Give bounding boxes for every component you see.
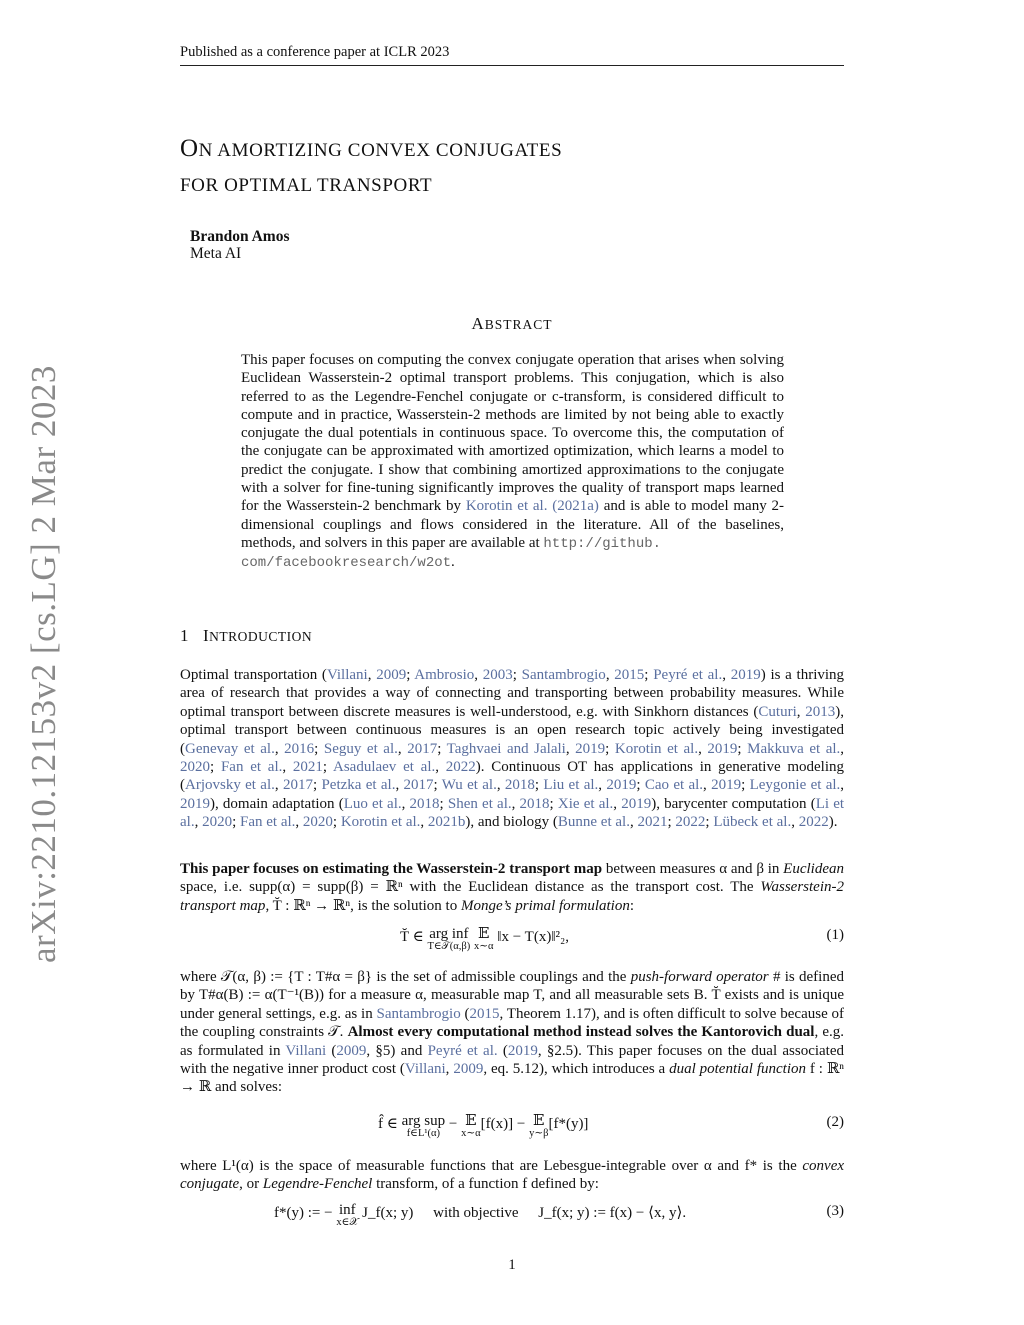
cite-taghvaei-year[interactable]: 2019 <box>575 740 606 757</box>
title-initial: O <box>180 135 199 162</box>
eq1-expectation <box>474 927 494 952</box>
cite-cao[interactable]: Cao et al. <box>644 777 704 794</box>
eq1-arginf <box>428 927 471 952</box>
abstract-heading-rest: BSTRACT <box>484 317 553 332</box>
p3-text-f: ), which introduces a <box>539 1061 666 1078</box>
cite-korotin-2019-year[interactable]: 2019 <box>707 740 738 757</box>
section-number: 1 <box>180 626 189 645</box>
p3-eq512: , eq. 5.12 <box>483 1061 539 1078</box>
eq2-op: arg sup <box>401 1113 446 1129</box>
page-number: 1 <box>508 1257 516 1273</box>
cite-cuturi[interactable]: Cuturi <box>758 703 797 720</box>
cite-peyre-2-year[interactable]: 2019 <box>507 1042 538 1059</box>
cite-korotin-author: Korotin et al. <box>465 498 548 515</box>
cite-fan-2020[interactable]: Fan et al. <box>240 814 296 831</box>
cite-taghvaei[interactable]: Taghvaei and Jalali <box>446 740 566 757</box>
author-name: Brandon Amos <box>190 228 290 245</box>
author-affiliation: Meta AI <box>190 245 242 262</box>
cite-fan-2020-year[interactable]: 2020 <box>302 814 333 831</box>
p1-text-a: is a thriving area of research that provides a way of connecting and transporting between probability measures. While optimal transport between discrete measures is well-understood, e.g. with Sinkhorn distances <box>180 667 845 720</box>
title-line1: N AMORTIZING CONVEX CONJUGATES <box>198 140 563 161</box>
eq3-number: (3) <box>826 1203 844 1219</box>
p1-text-f: ), and biology ( <box>465 814 558 831</box>
cite-bunne[interactable]: Bunne et al. <box>557 814 630 831</box>
p3-sec5: , §5 <box>366 1042 391 1059</box>
eq1-op-sub: T∈𝒯(α,β) <box>427 941 471 952</box>
p2-text-c: , T̆ : ℝⁿ → ℝⁿ, is the solution to <box>265 897 458 914</box>
cite-genevay[interactable]: Genevay et al. <box>185 740 275 757</box>
cite-liu-year[interactable]: 2019 <box>606 777 637 794</box>
eq2-argsup <box>402 1114 445 1139</box>
cite-villani[interactable]: Villani <box>326 667 368 683</box>
cite-ambrosio-year[interactable]: 2003 <box>482 667 513 683</box>
cite-xie-year[interactable]: 2019 <box>621 795 652 812</box>
eq3-op: inf <box>339 1202 356 1218</box>
cite-korotin-2019[interactable]: Korotin et al. <box>614 740 699 757</box>
p2-euclidean: Euclidean <box>783 861 844 877</box>
p2-map-term: Wasserstein-2 transport map <box>180 879 845 914</box>
eq2-exp1-sub: x∼α <box>461 1128 481 1139</box>
cite-villani-2-year[interactable]: 2009 <box>336 1042 367 1059</box>
eq2-op-sub: f∈L¹(α) <box>406 1128 441 1139</box>
eq3-term: J_f(x; y) <box>362 1205 414 1221</box>
cite-li-year[interactable]: 2020 <box>202 814 233 831</box>
eq1-rhs: ‖x − T(x)‖²₂, <box>497 929 570 945</box>
cite-asadulaev[interactable]: Asadulaev et al. <box>333 759 436 776</box>
intro-paragraph-3: where 𝒯(α, β) := {T : T#α = β} is the set of admissible couplings and the push-forward operator # is defined by T#α(B) := α(T⁻¹(B)) for a measure α, measurable map T, and all measurable sets B. T̆ exists and is unique under general settings, e.g. as in Santambrogio (2015, Theorem 1.17), and is often difficult to solve because of the coupling constraints 𝒯. Almost every computational method instead solves the Kantorovich dual, e.g. as formulated in Villani (2009, §5) and Peyré et al. (2019, §2.5). This paper focuses on the dual associated with the negative inner product cost (Villani, 2009, eq. 5.12), which introduces a dual potential function f : ℝⁿ → ℝ and solves: <box>180 969 845 1096</box>
cite-seguy[interactable]: Seguy et al. <box>323 740 398 757</box>
intro-paragraph-2 <box>180 860 844 915</box>
cite-bunne-year[interactable]: 2021 <box>637 814 668 831</box>
eq2-number: (2) <box>826 1114 844 1130</box>
cite-peyre-year[interactable]: 2019 <box>730 667 761 683</box>
cite-santambrogio-year[interactable]: 2015 <box>614 667 645 683</box>
p3-sec25: , §2.5 <box>537 1042 574 1059</box>
github-url-line2: com/facebookresearch/w2ot <box>241 555 452 572</box>
p1-text-e: ), barycenter computation ( <box>651 795 816 812</box>
p1-text-c: Continuous OT has applications in generative modeling <box>491 759 845 776</box>
eq1-exp: 𝔼 <box>478 926 490 942</box>
abstract-body: This paper focuses on computing the convex conjugate operation that arises when solving Euclidean Wasserstein-2 optimal transport problems. This conjugation, which is also referred to as the Legendre-Fenchel conjugate or c-transform, is considered difficult to compute and in practice, Wasserstein-2 methods are limited by not being able to exactly conjugate the dual potentials in continuous space. To overcome this, the computation of the conjugate can be approximated with amortized optimization, which learns a model to predict the conjugate. I show that combining amortized approximations to the conjugate with a solver for fine-tuning significantly improves the quality of transport maps learned for the Wasserstein-2 benchmark by Korotin et al. (2021a) and is able to model many 2-dimensional couplings and flows considered in the literature. All of the baselines, methods, and solvers in this paper are available at http://github. com/facebookresearch/w2ot. <box>241 352 784 572</box>
cite-bunne-2022[interactable]: 2022 <box>675 814 706 831</box>
eq3-mid: with objective <box>433 1205 519 1221</box>
cite-leygonie-year[interactable]: 2019 <box>180 795 210 812</box>
section-title-initial: I <box>203 626 210 645</box>
eq2-exp2 <box>529 1114 548 1139</box>
cite-peyre-2[interactable]: Peyré et al. <box>427 1042 498 1059</box>
p3-pushforward: push-forward operator <box>630 969 769 985</box>
title-line2: FOR OPTIMAL TRANSPORT <box>180 175 433 196</box>
cite-arjovsky[interactable]: Arjovsky et al. <box>185 777 275 794</box>
cite-leygonie[interactable]: Leygonie et al. <box>749 777 841 794</box>
eq3-lhs: f*(y) := − <box>274 1205 333 1221</box>
section-title-rest: NTRODUCTION <box>209 629 313 644</box>
running-header: Published as a conference paper at ICLR 2023 <box>180 44 450 60</box>
abstract-heading <box>0 314 1024 334</box>
cite-villani-3-year[interactable]: 2009 <box>453 1061 484 1078</box>
equation-3 <box>180 1203 844 1239</box>
cite-cuturi-year[interactable]: 2013 <box>805 703 836 720</box>
eq3-op-sub: x∈𝒳 <box>336 1217 359 1228</box>
p1-intro: Optimal transportation <box>180 667 318 683</box>
eq2-term1: [f(x)] − <box>480 1116 526 1132</box>
eq2-minus: − <box>448 1116 458 1132</box>
section-heading-introduction <box>180 626 312 646</box>
abstract-text-2: and is able to model many 2-dimensional couplings and flows considered in the literature. All of the baselines, methods, and solvers in this paper are available at <box>241 498 784 551</box>
eq1-number: (1) <box>826 927 844 943</box>
eq2-exp2-sub: y∼β <box>529 1128 549 1139</box>
p3-dual: dual potential function <box>669 1061 807 1078</box>
github-url-line1: http://github. <box>543 535 662 552</box>
p3-thm: , Theorem 1.17 <box>499 1005 591 1022</box>
eq2-exp2-sym: 𝔼 <box>533 1113 545 1129</box>
eq3-inf <box>336 1203 358 1228</box>
p3-text-a: where 𝒯(α, β) := {T : T#α = β} is the set of admissible couplings and the <box>180 969 627 985</box>
cite-korotin-2021a[interactable]: Korotin et al. (2021a) <box>465 498 599 515</box>
cite-shen-year[interactable]: 2018 <box>519 795 550 812</box>
p2-text-a: between measures α and β in <box>605 861 780 877</box>
cite-villani-2[interactable]: Villani <box>285 1042 327 1059</box>
p4-text-c: transform, of a function f defined by: <box>376 1176 599 1193</box>
cite-arjovsky-year[interactable]: 2017 <box>282 777 313 794</box>
cite-fan-2021[interactable]: Fan et al. <box>220 759 283 776</box>
p2-text-d: : <box>629 897 635 914</box>
cite-asadulaev-year[interactable]: 2022 <box>445 759 476 776</box>
eq1-lhs: T̆ ∈ <box>400 929 424 945</box>
cite-korotin-2021b[interactable]: Korotin et al. <box>340 814 421 831</box>
cite-santambrogio[interactable]: Santambrogio <box>521 667 606 683</box>
cite-makkuva[interactable]: Makkuva et al. <box>747 740 841 757</box>
cite-petzka-year[interactable]: 2017 <box>403 777 434 794</box>
p3-text-d: , e.g. as formulated in <box>180 1024 845 1059</box>
p2-bold: This paper focuses on estimating the Wasserstein-2 transport map <box>180 861 603 877</box>
p3-text-b: # is defined by T#α(B) := α(T⁻¹(B)) for a measure α, measurable map T, and all measurable sets B. T̆ exists and is unique under general settings, e.g. as in <box>180 969 845 1022</box>
p2-text-b: space, i.e. supp(α) = supp(β) = ℝⁿ with the Euclidean distance as the transport cost. The <box>180 879 754 896</box>
cite-wu-year[interactable]: 2018 <box>504 777 535 794</box>
eq1-exp-sub: x∼α <box>473 941 494 952</box>
cite-korotin-year: 2021a <box>557 498 594 515</box>
cite-makkuva-year[interactable]: 2020 <box>180 759 210 776</box>
cite-seguy-year[interactable]: 2017 <box>407 740 438 757</box>
p1-text-d: ), domain adaptation ( <box>210 795 344 812</box>
p3-text-c: and is often difficult to solve because of the coupling constraints 𝒯. <box>180 1005 845 1041</box>
cite-korotin-2021b-year[interactable]: 2021b <box>427 814 466 831</box>
cite-liu[interactable]: Liu et al. <box>543 777 599 794</box>
cite-santambrogio-2[interactable]: Santambrogio <box>376 1005 461 1022</box>
cite-petzka[interactable]: Petzka et al. <box>321 777 396 794</box>
cite-luo-year[interactable]: 2018 <box>409 795 440 812</box>
cite-ambrosio[interactable]: Ambrosio <box>414 667 475 683</box>
cite-peyre[interactable]: Peyré et al. <box>653 667 723 683</box>
cite-shen[interactable]: Shen et al. <box>447 795 512 812</box>
p3-and: and <box>400 1042 423 1059</box>
cite-li[interactable]: Li et al. <box>180 795 845 831</box>
cite-xie[interactable]: Xie et al. <box>557 795 614 812</box>
p2-monge: Monge’s primal formulation <box>460 897 630 914</box>
cite-lubeck-year[interactable]: 2022 <box>798 814 829 831</box>
cite-santambrogio-2-year[interactable]: 2015 <box>469 1005 500 1022</box>
equation-1 <box>180 927 844 963</box>
eq2-lhs: f̂ ∈ <box>378 1116 398 1132</box>
cite-lubeck[interactable]: Lübeck et al. <box>713 814 792 831</box>
eq2-exp1-sym: 𝔼 <box>465 1113 477 1129</box>
p4-text-a: where L¹(α) is the space of measurable functions that are Lebesgue-integrable over α and f* is the <box>180 1158 797 1174</box>
cite-fan-2021-year[interactable]: 2021 <box>292 759 323 776</box>
cite-villani-3[interactable]: Villani <box>404 1061 446 1078</box>
p4-legendre: Legendre-Fenchel <box>262 1176 373 1193</box>
cite-villani-year[interactable]: 2009 <box>376 667 407 683</box>
eq1-op: arg inf <box>429 926 469 942</box>
paper-title <box>180 132 562 202</box>
abstract-text-1: This paper focuses on computing the convex conjugate operation that arises when solving Euclidean Wasserstein-2 optimal transport problems. This conjugation, which is also referred to as the Legendre-Fenchel conjugate or c-transform, is considered difficult to compute and in practice, Wasserstein-2 methods are limited by not being able to exactly conjugate the dual potentials in continuous space. To overcome this, the computation of the conjugate can be approximated with amortized optimization, which learns a model to predict the conjugate. I show that combining amortized approximations to the conjugate with a solver for fine-tuning significantly improves the quality of transport maps learned for the Wasserstein-2 benchmark by <box>241 352 784 515</box>
abstract-heading-initial: A <box>471 314 485 333</box>
p3-text-g: f : ℝⁿ → ℝ and solves: <box>180 1061 845 1096</box>
eq2-term2: [f*(y)] <box>548 1116 589 1132</box>
cite-wu[interactable]: Wu et al. <box>441 777 497 794</box>
intro-paragraph-1: Optimal transportation (Villani, 2009; Ambrosio, 2003; Santambrogio, 2015; Peyré et al., 2019) is a thriving area of research that provides a way of connecting and transporting between probability measures. While optimal transport between discrete measures is well-understood, e.g. with Sinkhorn distances (Cuturi, 2013), optimal transport between continuous measures is an open research topic actively being investigated (Genevay et al., 2016; Seguy et al., 2017; Taghvaei and Jalali, 2019; Korotin et al., 2019; Makkuva et al., 2020; Fan et al., 2021; Asadulaev et al., 2022). Continuous OT has applications in generative modeling (Arjovsky et al., 2017; Petzka et al., 2017; Wu et al., 2018; Liu et al., 2019; Cao et al., 2019; Leygonie et al., 2019), domain adaptation (Luo et al., 2018; Shen et al., 2018; Xie et al., 2019), barycenter computation (Li et al., 2020; Fan et al., 2020; Korotin et al., 2021b), and biology (Bunne et al., 2021; 2022; Lübeck et al., 2022). <box>180 667 845 831</box>
cite-luo[interactable]: Luo et al. <box>343 795 402 812</box>
p4-text-b: , or <box>239 1176 260 1193</box>
p3-bold: Almost every computational method instead solves the Kantorovich dual <box>347 1024 815 1041</box>
intro-paragraph-4 <box>180 1157 844 1194</box>
eq3-rhs: J_f(x; y) := f(x) − ⟨x, y⟩. <box>538 1205 687 1221</box>
p4-convex: convex conjugate <box>180 1158 845 1193</box>
eq2-exp1 <box>461 1114 481 1139</box>
equation-2 <box>180 1114 844 1150</box>
cite-genevay-year[interactable]: 2016 <box>284 740 315 757</box>
header-rule <box>180 65 844 66</box>
arxiv-stamp: arXiv:2210.12153v2 [cs.LG] 2 Mar 2023 <box>24 365 63 963</box>
p1-text-b: , optimal transport between continuous measures is an open research topic actively being investigated <box>180 703 845 739</box>
p3-text-e: . This paper focuses on the dual associated with the negative inner product cost ( <box>180 1042 844 1078</box>
cite-cao-year[interactable]: 2019 <box>711 777 742 794</box>
